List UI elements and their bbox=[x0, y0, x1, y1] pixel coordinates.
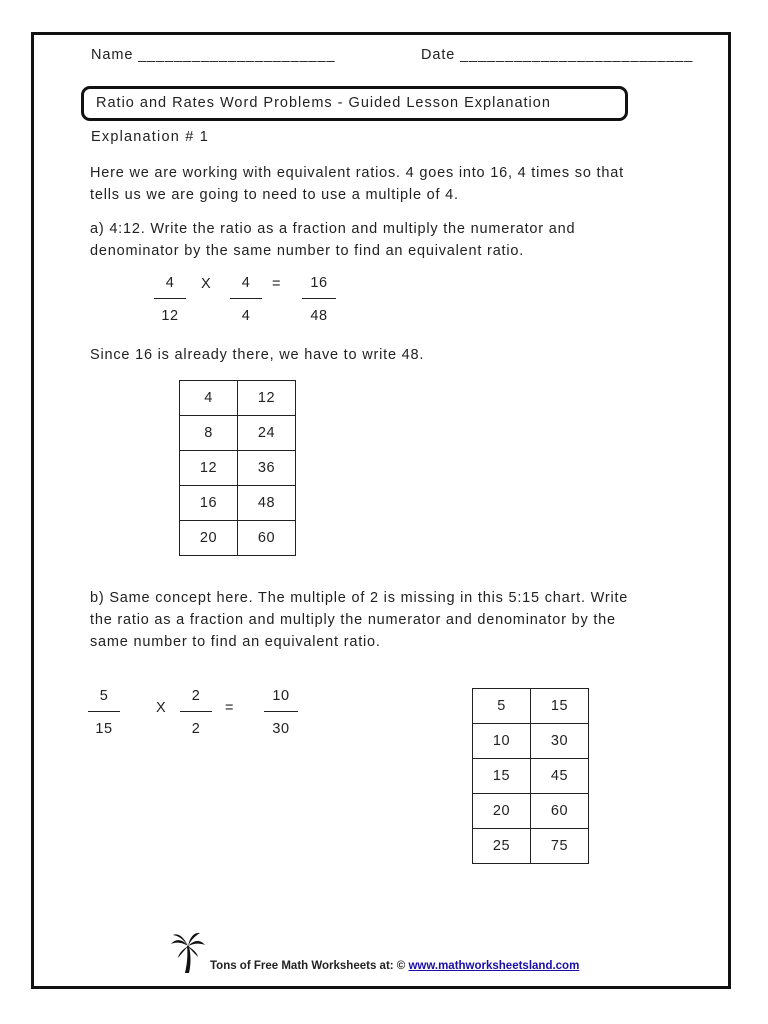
date-field-label: Date __________________________ bbox=[421, 47, 694, 63]
fraction-bar bbox=[264, 711, 298, 712]
intro-line-1: Here we are working with equivalent ratios. 4 goes into 16, 4 times so that bbox=[90, 165, 624, 181]
part-a-note: Since 16 is already there, we have to write 48. bbox=[90, 347, 425, 363]
denominator: 48 bbox=[310, 308, 328, 324]
explanation-heading: Explanation # 1 bbox=[91, 129, 209, 145]
footer-link[interactable]: www.mathworksheetsland.com bbox=[408, 960, 580, 972]
table-cell: 75 bbox=[531, 829, 589, 864]
part-b-line-3: same number to find an equivalent ratio. bbox=[90, 634, 381, 650]
fraction-a3 bbox=[302, 274, 336, 325]
footer-text: Tons of Free Math Worksheets at: © bbox=[210, 960, 409, 972]
table-row bbox=[473, 794, 589, 829]
fraction-b3 bbox=[264, 687, 298, 738]
fraction-bar bbox=[302, 298, 336, 299]
denominator: 12 bbox=[161, 308, 179, 324]
table-cell: 8 bbox=[180, 416, 238, 451]
table-cell: 15 bbox=[473, 759, 531, 794]
numerator: 5 bbox=[99, 688, 109, 704]
table-cell: 48 bbox=[238, 486, 296, 521]
table-row bbox=[180, 381, 296, 416]
footer-credit bbox=[210, 960, 579, 972]
table-cell: 60 bbox=[531, 794, 589, 829]
denominator: 15 bbox=[95, 721, 113, 737]
table-row bbox=[180, 451, 296, 486]
table-row bbox=[473, 759, 589, 794]
table-cell: 15 bbox=[531, 689, 589, 724]
fraction-bar bbox=[88, 711, 120, 712]
denominator: 4 bbox=[241, 308, 251, 324]
table-cell: 60 bbox=[238, 521, 296, 556]
intro-line-2: tells us we are going to need to use a multiple of 4. bbox=[90, 187, 459, 203]
table-cell: 20 bbox=[473, 794, 531, 829]
table-cell: 24 bbox=[238, 416, 296, 451]
ratio-table-b bbox=[472, 688, 589, 864]
denominator: 30 bbox=[272, 721, 290, 737]
fraction-b2 bbox=[180, 687, 212, 738]
part-a-line-2: denominator by the same number to find an equivalent ratio. bbox=[90, 243, 525, 259]
table-row bbox=[473, 689, 589, 724]
part-b-line-2: the ratio as a fraction and multiply the numerator and denominator by the bbox=[90, 612, 616, 628]
table-cell: 30 bbox=[531, 724, 589, 759]
table-cell: 25 bbox=[473, 829, 531, 864]
multiply-sign: X bbox=[156, 700, 166, 716]
table-cell: 20 bbox=[180, 521, 238, 556]
table-row bbox=[180, 486, 296, 521]
table-cell: 12 bbox=[238, 381, 296, 416]
table-row bbox=[180, 521, 296, 556]
fraction-bar bbox=[230, 298, 262, 299]
table-row bbox=[180, 416, 296, 451]
numerator: 4 bbox=[165, 275, 175, 291]
numerator: 10 bbox=[272, 688, 290, 704]
table-row bbox=[473, 724, 589, 759]
fraction-b1 bbox=[88, 687, 120, 738]
equals-sign: = bbox=[272, 276, 281, 292]
table-cell: 45 bbox=[531, 759, 589, 794]
numerator: 4 bbox=[241, 275, 251, 291]
palm-tree-icon bbox=[170, 930, 206, 974]
fraction-a2 bbox=[230, 274, 262, 325]
table-cell: 4 bbox=[180, 381, 238, 416]
numerator: 16 bbox=[310, 275, 328, 291]
table-cell: 12 bbox=[180, 451, 238, 486]
equals-sign: = bbox=[225, 700, 234, 716]
multiply-sign: X bbox=[201, 276, 211, 292]
numerator: 2 bbox=[191, 688, 201, 704]
table-cell: 10 bbox=[473, 724, 531, 759]
table-cell: 16 bbox=[180, 486, 238, 521]
part-b-line-1: b) Same concept here. The multiple of 2 is missing in this 5:15 chart. Write bbox=[90, 590, 629, 606]
part-a-line-1: a) 4:12. Write the ratio as a fraction and multiply the numerator and bbox=[90, 221, 576, 237]
ratio-table-a bbox=[179, 380, 296, 556]
table-cell: 5 bbox=[473, 689, 531, 724]
worksheet-title: Ratio and Rates Word Problems - Guided Lesson Explanation bbox=[81, 86, 628, 121]
denominator: 2 bbox=[191, 721, 201, 737]
fraction-bar bbox=[154, 298, 186, 299]
table-row bbox=[473, 829, 589, 864]
name-field-label: Name ______________________ bbox=[91, 47, 336, 63]
fraction-bar bbox=[180, 711, 212, 712]
fraction-a1 bbox=[154, 274, 186, 325]
table-cell: 36 bbox=[238, 451, 296, 486]
